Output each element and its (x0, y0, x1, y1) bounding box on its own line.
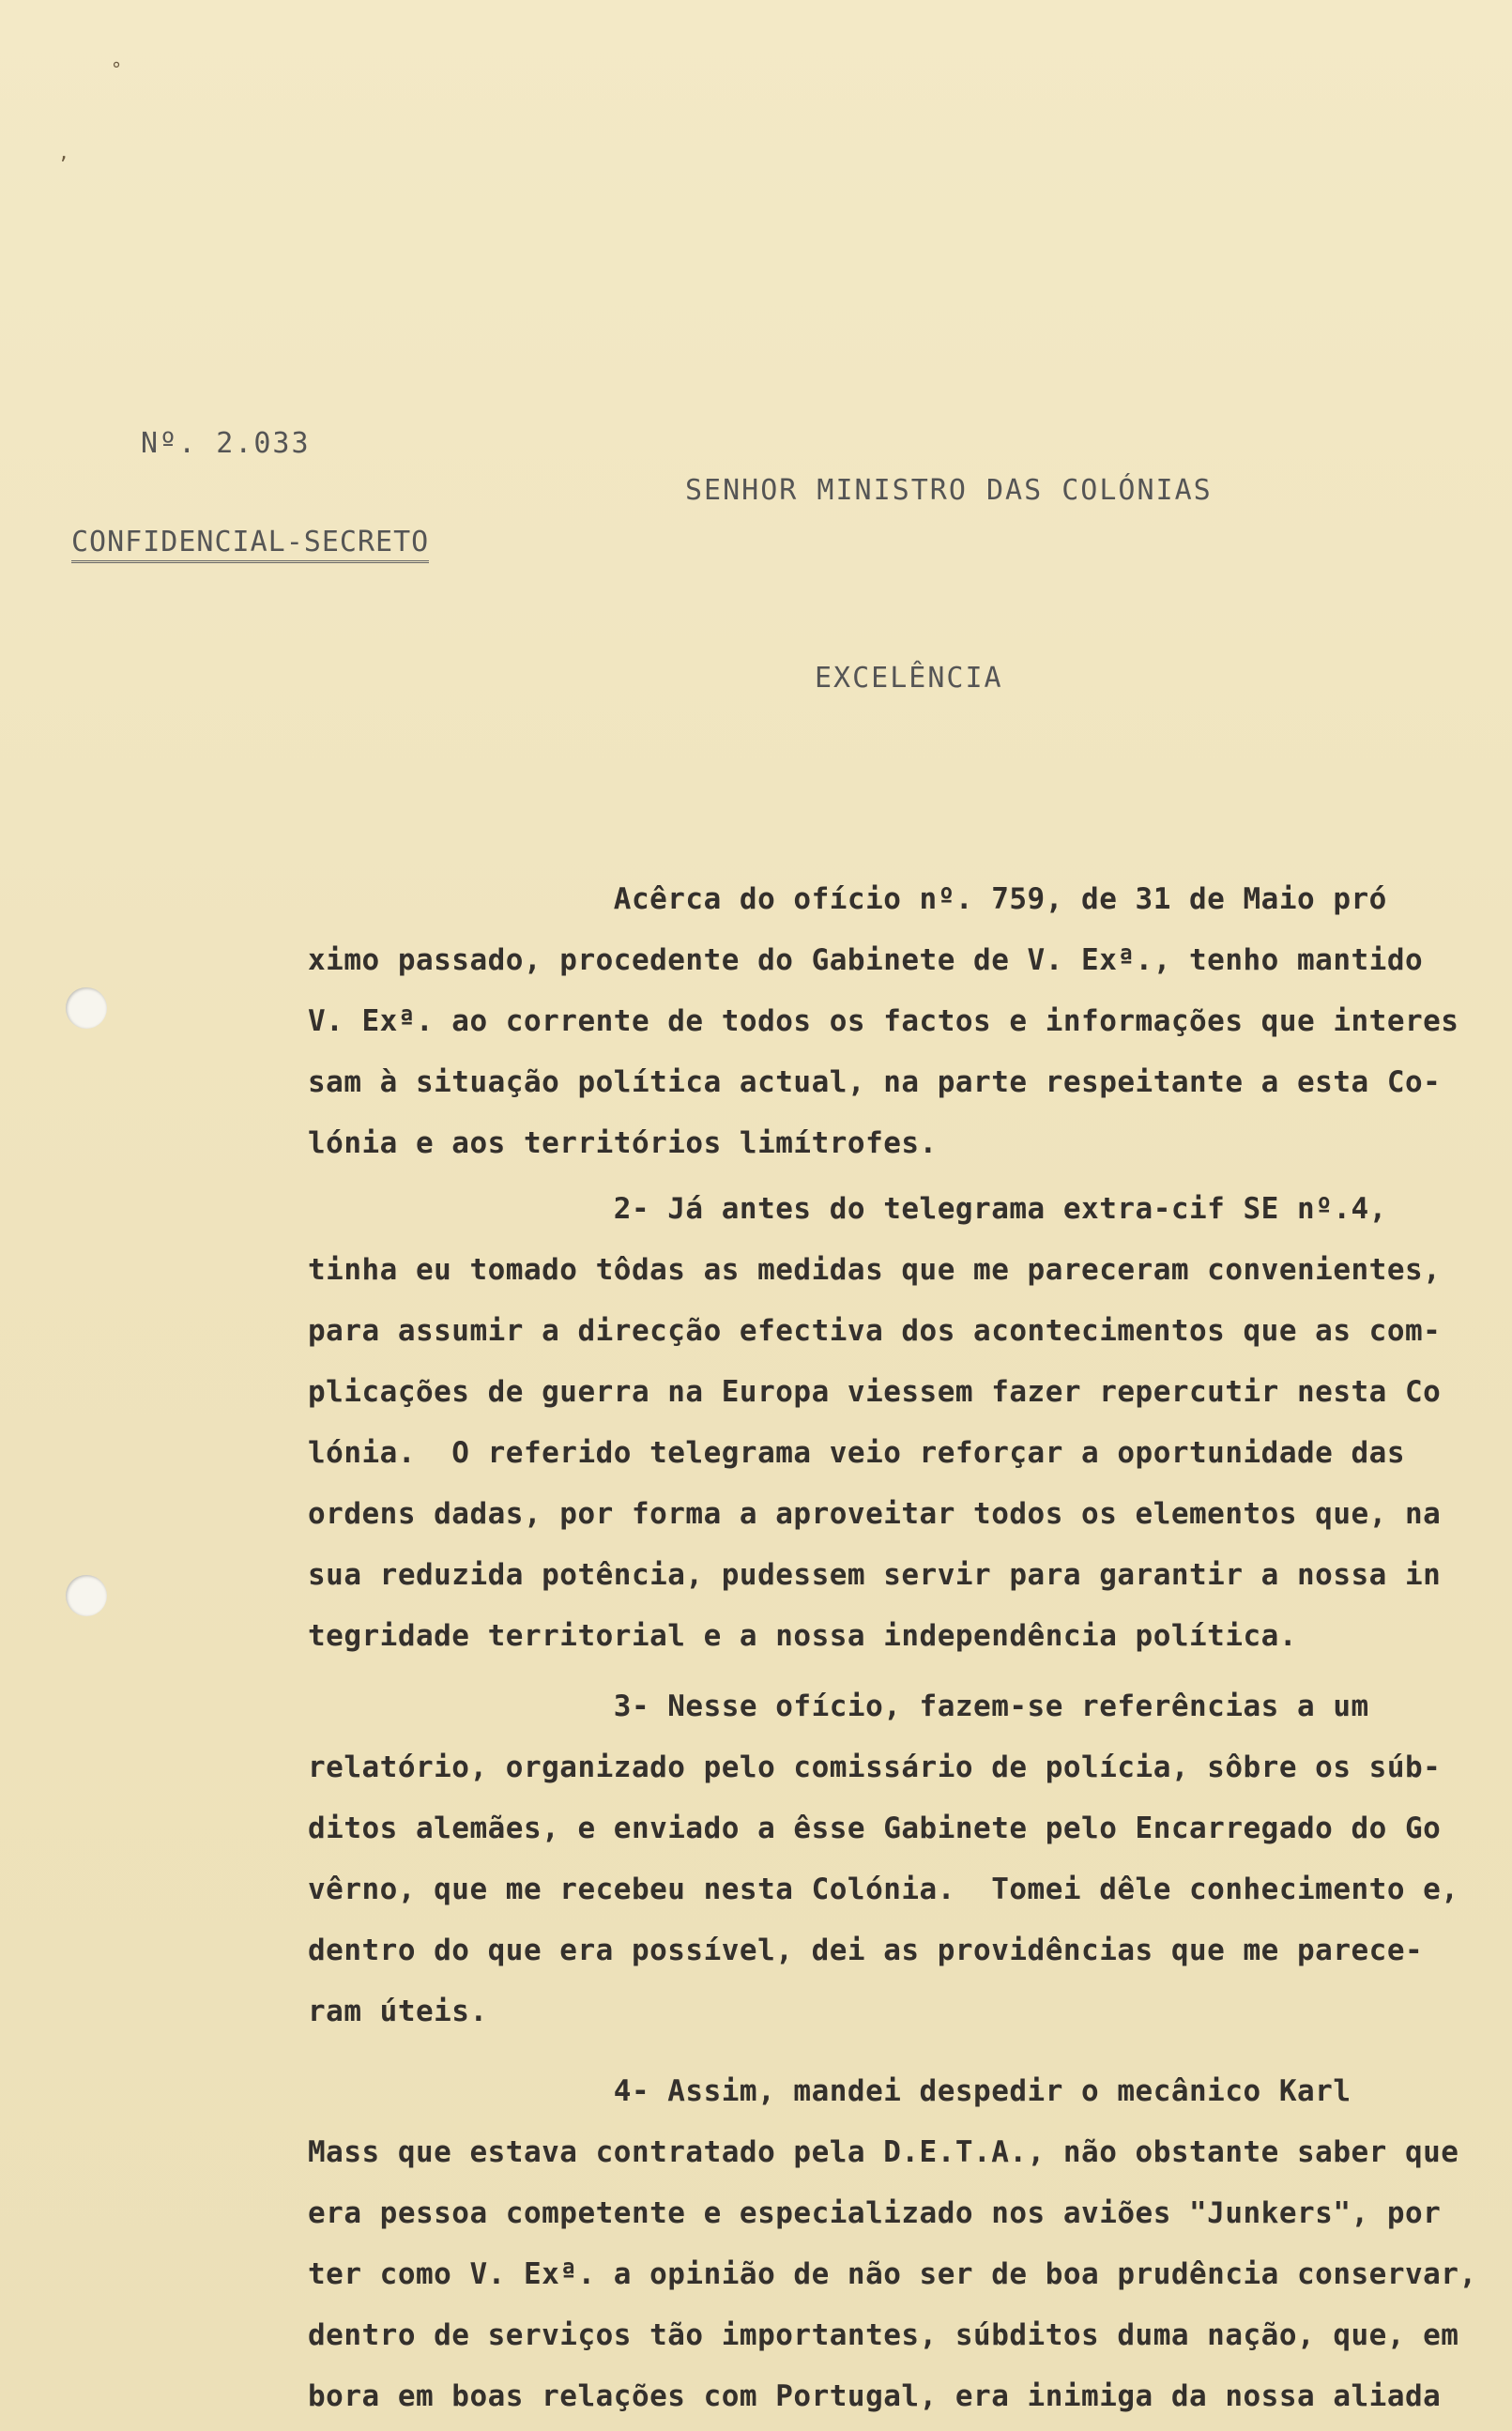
body-line: lónia. O referido telegrama veio reforçar a oportunidade das (308, 1436, 1405, 1470)
ink-mark: ° (111, 58, 123, 81)
reference-number: Nº. 2.033 (141, 427, 311, 460)
body-line: tinha eu tomado tôdas as medidas que me pareceram convenientes, (308, 1253, 1442, 1287)
body-line: dentro do que era possível, dei as providências que me parece- (308, 1934, 1424, 1967)
body-line: plicações de guerra na Europa viessem fazer repercutir nesta Co (308, 1375, 1442, 1409)
body-line: 2- Já antes do telegrama extra-cif SE nº.4, (308, 1192, 1387, 1226)
body-line: ordens dadas, por forma a aproveitar todos os elementos que, na (308, 1497, 1442, 1531)
body-line: tegridade territorial e a nossa independência política. (308, 1619, 1297, 1653)
body-line: ditos alemães, e enviado a êsse Gabinete pelo Encarregado do Go (308, 1812, 1442, 1845)
body-line: 3- Nesse ofício, fazem-se referências a um (308, 1689, 1369, 1723)
body-line: lónia e aos territórios limítrofes. (308, 1126, 938, 1160)
ink-mark: , (58, 141, 70, 163)
body-line: vêrno, que me recebeu nesta Colónia. Tomei dêle conhecimento e, (308, 1873, 1459, 1906)
body-line: 4- Assim, mandei despedir o mecânico Karl (308, 2074, 1352, 2108)
punch-hole (66, 1575, 107, 1616)
punch-hole (66, 987, 107, 1029)
body-line: para assumir a direcção efectiva dos acontecimentos que as com- (308, 1314, 1442, 1348)
body-line: bora em boas relações com Portugal, era inimiga da nossa aliada (308, 2379, 1442, 2413)
body-line: ximo passado, procedente do Gabinete de V. Exª., tenho mantido (308, 943, 1424, 977)
addressee: SENHOR MINISTRO DAS COLÓNIAS (685, 474, 1213, 507)
salutation: EXCELÊNCIA (815, 662, 1003, 695)
body-line: relatório, organizado pelo comissário de polícia, sôbre os súb- (308, 1751, 1442, 1784)
body-line: ram úteis. (308, 1995, 488, 2028)
body-line: era pessoa competente e especializado nos aviões "Junkers", por (308, 2196, 1442, 2230)
body-line: Mass que estava contratado pela D.E.T.A., não obstante saber que (308, 2135, 1459, 2169)
body-line: ter como V. Exª. a opinião de não ser de boa prudência conservar, (308, 2257, 1477, 2291)
body-line: sam à situação política actual, na parte respeitante a esta Co- (308, 1065, 1442, 1099)
body-line: sua reduzida potência, pudessem servir para garantir a nossa in (308, 1558, 1442, 1592)
classification-label: CONFIDENCIAL-SECRETO (71, 526, 429, 563)
body-line: V. Exª. ao corrente de todos os factos e informações que interes (308, 1004, 1459, 1038)
body-line: dentro de serviços tão importantes, súbditos duma nação, que, em (308, 2318, 1459, 2352)
body-line: Acêrca do ofício nº. 759, de 31 de Maio pró (308, 882, 1387, 916)
